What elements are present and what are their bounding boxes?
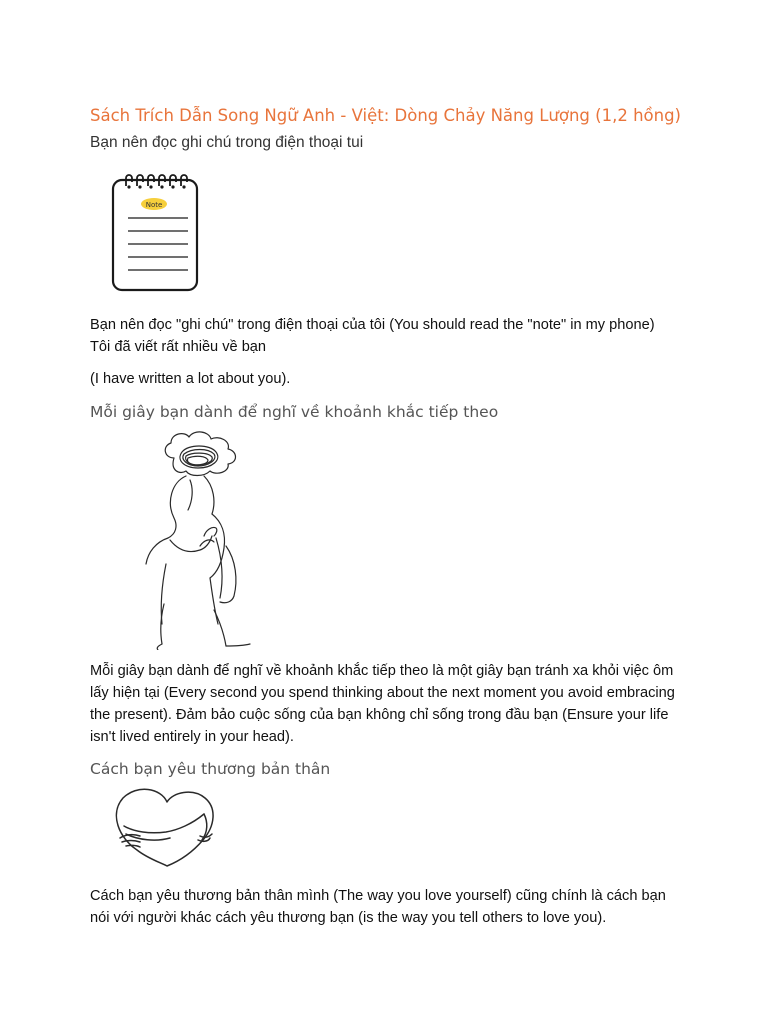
section3-heading: Cách bạn yêu thương bản thân xyxy=(90,760,331,778)
document-subtitle: Bạn nên đọc ghi chú trong điện thoại tui xyxy=(90,134,364,151)
section3-body: Cách bạn yêu thương bản thân mình (The way you love yourself) cũng chính là cách bạn nói với người khác cách yêu thương bạn (is the way you tell others to love you). xyxy=(90,888,666,926)
woman-cloud-illustration xyxy=(130,428,270,650)
notepad-illustration xyxy=(108,172,204,296)
section2-body: Mỗi giây bạn dành để nghĩ về khoảnh khắc tiếp theo là một giây bạn tránh xa khỏi việc ôm lấy hiện tại (Every second you spend thinking about the next moment you avoid embracing the present). Đảm bảo cuộc sống của bạn không chỉ sống trong đầu bạn (Ensure your life isn't lived entirely in your head). xyxy=(90,663,675,745)
section1-line1: Bạn nên đọc "ghi chú" trong điện thoại của tôi (You should read the "note" in my phone) xyxy=(90,317,655,333)
section2-heading: Mỗi giây bạn dành để nghĩ về khoảnh khắc tiếp theo xyxy=(90,403,499,421)
document-title: Sách Trích Dẫn Song Ngữ Anh - Việt: Dòng Chảy Năng Lượng (1,2 hồng) xyxy=(90,106,681,125)
section1-text xyxy=(90,314,690,390)
section1-line3: (I have written a lot about you). xyxy=(90,371,291,387)
notepad-label: Note xyxy=(145,201,163,209)
heart-hug-illustration xyxy=(112,780,222,872)
section1-line2: Tôi đã viết rất nhiều về bạn xyxy=(90,339,267,355)
